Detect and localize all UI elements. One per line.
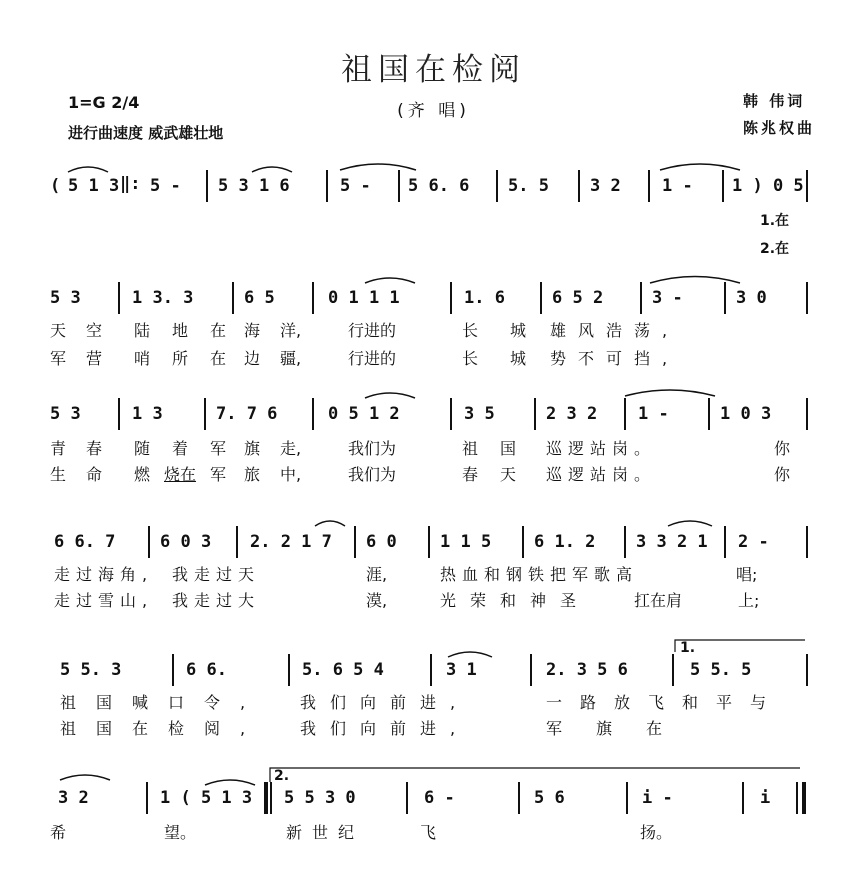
lyric: 走过雪山,	[54, 591, 154, 610]
lyric: 旗	[244, 439, 261, 458]
note-group: 7. 7 6	[216, 404, 278, 424]
note-group: 2 3 2	[546, 404, 598, 424]
song-subtitle: (齐 唱)	[397, 101, 470, 121]
lyric: 我们为	[348, 439, 397, 458]
note-group: 5 -	[150, 176, 181, 196]
note-group: i -	[642, 788, 673, 808]
lyric: 军旗在	[546, 719, 697, 738]
lyric: 旅	[244, 465, 261, 484]
lyric: 疆,	[280, 349, 302, 368]
lyric: 祖	[462, 439, 479, 458]
lyric-row-3b	[0, 462, 867, 486]
lyric-row-2b	[0, 346, 867, 370]
lyric: 行进的	[348, 349, 397, 368]
lyric: 我们向前进,	[300, 693, 470, 712]
lyric: 城	[510, 349, 527, 368]
lyric: 中,	[280, 465, 302, 484]
lyric: 陆	[134, 321, 151, 340]
lyric: 巡逻站岗。	[546, 439, 657, 458]
lyric: 祖国在检阅,	[60, 719, 266, 738]
lyric: 军	[50, 349, 67, 368]
lyric: 所	[172, 349, 189, 368]
lyric: 上;	[738, 591, 760, 610]
lyric: 我们向前进,	[300, 719, 470, 738]
lyric: 飞	[420, 823, 437, 842]
lyric-row-3a	[0, 436, 867, 460]
lyric: 热血和钢铁把军歌高	[440, 565, 639, 584]
note-group: 1 -	[662, 176, 693, 196]
lyric: 漠,	[366, 591, 388, 610]
lyric: 生	[50, 465, 67, 484]
lyric: 春	[462, 465, 479, 484]
lyric: 国	[500, 439, 517, 458]
note-group: 5 3	[50, 288, 81, 308]
volta-2-label: 2.	[274, 768, 290, 784]
staff-row-4	[0, 524, 867, 564]
lyric: 洋,	[280, 321, 302, 340]
composer-credit: 陈兆权曲	[743, 119, 816, 137]
lyric: 军	[210, 465, 227, 484]
lyricist-credit: 韩 伟词	[743, 92, 806, 110]
note-group: 1 0 3	[720, 404, 772, 424]
note-group: 6 6.	[186, 660, 227, 680]
note-group: 5 6	[534, 788, 565, 808]
note-group: 5 6. 6	[408, 176, 470, 196]
lyric-row-2a	[0, 318, 867, 342]
staff-row-1	[0, 168, 867, 208]
lyric: 我走过天	[172, 565, 261, 584]
lyric: 扬。	[640, 823, 673, 842]
lyric: 涯,	[366, 565, 388, 584]
note-group: 6 -	[424, 788, 455, 808]
note-group: 0 5 1 2	[328, 404, 400, 424]
lyric: 天	[500, 465, 517, 484]
lyric: 海	[244, 321, 261, 340]
tempo-marking: 进行曲速度 威武雄壮地	[68, 124, 224, 142]
note-group: 3 2	[58, 788, 89, 808]
lyric: 春	[86, 439, 103, 458]
note-group: 2. 2 1 7	[250, 532, 332, 552]
note-group: 6 0	[366, 532, 397, 552]
lyric: 你	[774, 465, 791, 484]
lyric: 祖国喊口令,	[60, 693, 266, 712]
lyric: 一路放飞和平与	[546, 693, 785, 712]
lyric: 在	[210, 321, 227, 340]
lyric: 光荣和神圣	[440, 591, 591, 610]
lyric: 你	[774, 439, 791, 458]
song-title: 祖国在检阅	[341, 52, 526, 88]
repeat-start: ‖:	[120, 174, 141, 194]
note-group: 5 1 3	[68, 176, 120, 196]
note-group: 5. 5	[508, 176, 549, 196]
note-group: 6 0 3	[160, 532, 212, 552]
note-group: 3 5	[464, 404, 495, 424]
staff-row-2	[0, 280, 867, 320]
note-group: 2 -	[738, 532, 769, 552]
lyric-row-5a	[0, 690, 867, 714]
staff-row-3	[0, 396, 867, 436]
note-group: 1 3	[132, 404, 163, 424]
lyric: 天	[50, 321, 67, 340]
lyric: 城	[510, 321, 527, 340]
lyric: 烧在	[164, 465, 197, 484]
ending-lyric-1: 1.在	[760, 213, 790, 229]
lyric: 新世纪	[286, 823, 365, 842]
note-group: 3 0	[736, 288, 767, 308]
note-group: 6 5 2	[552, 288, 604, 308]
lyric: 走过海角,	[54, 565, 154, 584]
lyric: 空	[86, 321, 103, 340]
lyric: 边	[244, 349, 261, 368]
lyric: 地	[172, 321, 189, 340]
note-group: 3 3 2 1	[636, 532, 708, 552]
volta-1-label: 1.	[680, 640, 696, 656]
lyric: 在	[210, 349, 227, 368]
lyric: 望。	[164, 823, 197, 842]
note-group: 6 1. 2	[534, 532, 596, 552]
note-group: 6 6. 7	[54, 532, 116, 552]
lyric-row-4b	[0, 588, 867, 612]
lyric: 青	[50, 439, 67, 458]
lyric: 扛在肩	[634, 591, 683, 610]
note-group: 3 -	[652, 288, 683, 308]
lyric: 燃	[134, 465, 151, 484]
lyric-row-6a	[0, 820, 867, 844]
note-group: i	[760, 788, 771, 808]
key-signature: 1=G 2/4	[68, 93, 140, 112]
note-group: 5 3 1 6	[218, 176, 290, 196]
note-group: 1. 6	[464, 288, 505, 308]
lyric-row-4a	[0, 562, 867, 586]
note-group: 1 ( 5 1 3	[160, 788, 253, 808]
lyric: 军	[210, 439, 227, 458]
lyric: 势不可挡,	[550, 349, 680, 368]
lyric: 长	[462, 349, 479, 368]
note-group: 5 3	[50, 404, 81, 424]
note-group: 5 5. 3	[60, 660, 122, 680]
note-group: 6 5	[244, 288, 275, 308]
lyric: 雄风浩荡,	[550, 321, 680, 340]
note-group: 5 -	[340, 176, 371, 196]
note-group: (	[50, 176, 61, 196]
lyric: 命	[86, 465, 103, 484]
ending-lyric-2: 2.在	[760, 241, 790, 257]
lyric: 哨	[134, 349, 151, 368]
note-group: 5. 6 5 4	[302, 660, 384, 680]
note-group: 0 1 1 1	[328, 288, 400, 308]
lyric: 着	[172, 439, 189, 458]
lyric: 希	[50, 823, 67, 842]
lyric: 巡逻站岗。	[546, 465, 657, 484]
note-group: 5 5 3 0	[284, 788, 356, 808]
note-group: 1 1 5	[440, 532, 492, 552]
lyric: 我走过大	[172, 591, 261, 610]
note-group: 5 5. 5	[690, 660, 752, 680]
note-group: 1 ) 0 5	[732, 176, 804, 196]
lyric-row-5b	[0, 716, 867, 740]
staff-row-6	[0, 780, 867, 820]
note-group: 2. 3 5 6	[546, 660, 628, 680]
note-group: 1 3. 3	[132, 288, 194, 308]
note-group: 3 2	[590, 176, 621, 196]
lyric: 营	[86, 349, 103, 368]
lyric: 随	[134, 439, 151, 458]
lyric: 长	[462, 321, 479, 340]
staff-row-5	[0, 652, 867, 692]
lyric: 走,	[280, 439, 302, 458]
note-group: 1 -	[638, 404, 669, 424]
lyric: 我们为	[348, 465, 397, 484]
note-group: 3 1	[446, 660, 477, 680]
lyric: 行进的	[348, 321, 397, 340]
lyric: 唱;	[736, 565, 758, 584]
